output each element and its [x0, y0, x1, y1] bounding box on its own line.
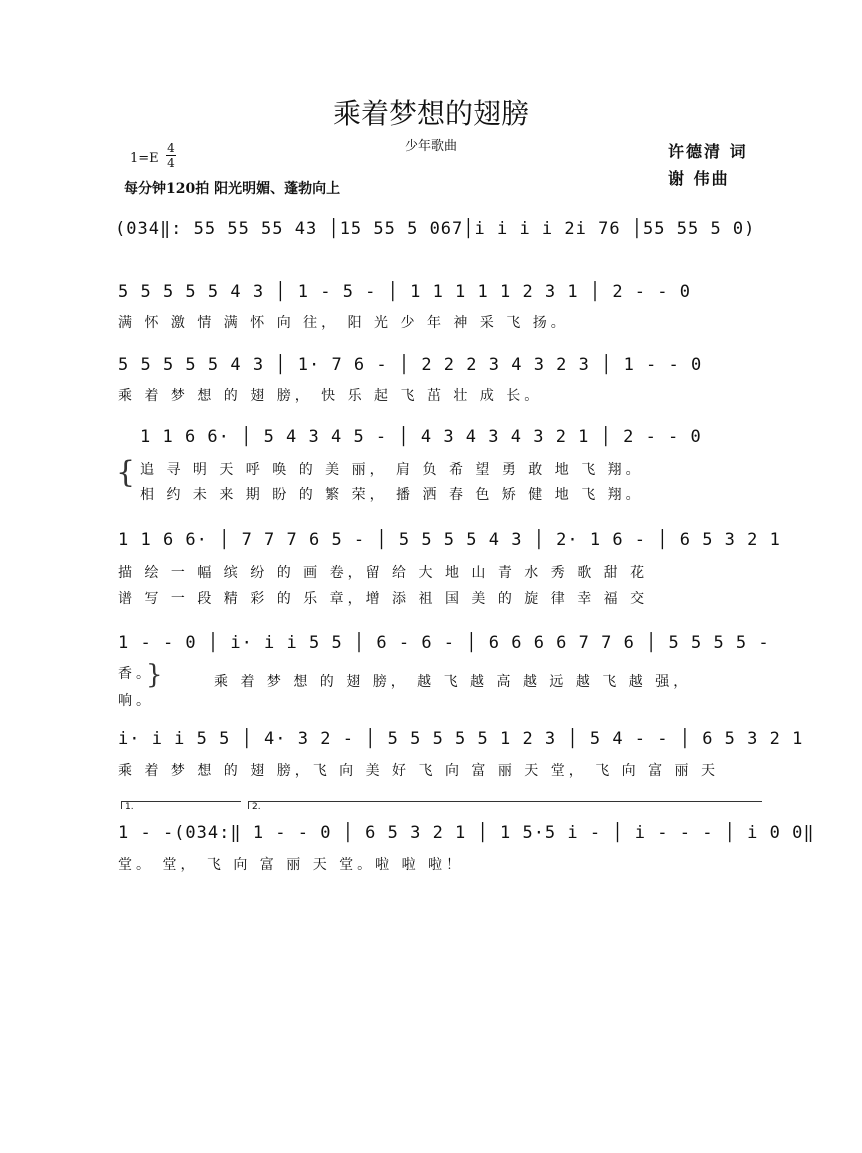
lyricist-credit: 许德清 词 [668, 142, 748, 161]
lyrics-line-6-chorus: 乘 着 梦 想 的 翅 膀， 越 飞 越 高 越 远 越 飞 越 强， [214, 674, 692, 690]
lyrics-line-8: 堂。 堂， 飞 向 富 丽 天 堂。啦 啦 啦！ [118, 857, 465, 873]
notation-line-1: (034‖: 55 55 55 43 │15 55 5 067│i i i i 2i 76 │55 55 5 0) [115, 219, 756, 239]
second-ending-bracket [248, 801, 762, 812]
first-ending-number: 1. [125, 802, 134, 812]
lyrics-line-5-verse-1: 描 绘 一 幅 缤 纷 的 画 卷，留 给 大 地 山 青 水 秀 歌 甜 花 [118, 565, 649, 581]
lyrics-line-5-verse-2: 谱 写 一 段 精 彩 的 乐 章，增 添 祖 国 美 的 旋 律 幸 福 交 [118, 591, 649, 607]
lyrics-line-2: 满 怀 激 情 满 怀 向 往， 阳 光 少 年 神 采 飞 扬。 [118, 315, 569, 331]
notation-line-8: 1 - -(034:‖ 1 - - 0 │ 6 5 3 2 1 │ 1 5·5 i - │ i - - - │ i 0 0‖ [118, 823, 815, 843]
tempo-marking: 每分钟120拍 阳光明媚、蓬勃向上 [124, 181, 341, 197]
notation-line-2: 5 5 5 5 5 4 3 │ 1 - 5 - │ 1 1 1 1 1 2 3 1 │ 2 - - 0 [118, 282, 691, 302]
lyrics-line-6-verse-1-end: 香。 [118, 666, 154, 682]
song-title: 乘着梦想的翅膀 [332, 97, 529, 130]
notation-line-5: 1 1 6 6· │ 7 7 7 6 5 - │ 5 5 5 5 4 3 │ 2· 1 6 - │ 6 5 3 2 1 [118, 530, 781, 550]
notation-line-4: 1 1 6 6· │ 5 4 3 4 5 - │ 4 3 4 3 4 3 2 1 │ 2 - - 0 [140, 427, 702, 447]
meter-bottom: 4 [167, 156, 175, 170]
lyrics-line-3: 乘 着 梦 想 的 翅 膀， 快 乐 起 飞 茁 壮 成 长。 [118, 388, 543, 404]
lyrics-line-4-verse-2: 相 约 未 来 期 盼 的 繁 荣， 播 洒 春 色 矫 健 地 飞 翔。 [140, 487, 644, 503]
second-ending-number: 2. [252, 802, 261, 812]
key-signature: 1=E [130, 151, 159, 166]
notation-line-6: 1 - - 0 │ i· i i 5 5 │ 6 - 6 - │ 6 6 6 6 7 7 6 │ 5 5 5 5 - [118, 633, 770, 653]
time-signature [166, 142, 176, 169]
verse-end-brace: } [146, 660, 163, 690]
lyrics-line-4-verse-1: 追 寻 明 天 呼 唤 的 美 丽， 肩 负 希 望 勇 敢 地 飞 翔。 [140, 462, 644, 478]
notation-line-7: i· i i 5 5 │ 4· 3 2 - │ 5 5 5 5 5 1 2 3 │ 5 4 - - │ 6 5 3 2 1 [118, 729, 804, 749]
composer-credit: 谢 伟曲 [668, 169, 730, 188]
lyrics-line-7: 乘 着 梦 想 的 翅 膀，飞 向 美 好 飞 向 富 丽 天 堂， 飞 向 富 丽 天 [118, 763, 720, 779]
meter-top: 4 [167, 141, 175, 155]
lyrics-line-6-verse-2-end: 响。 [118, 693, 154, 709]
notation-line-3: 5 5 5 5 5 4 3 │ 1· 7 6 - │ 2 2 2 3 4 3 2 3 │ 1 - - 0 [118, 355, 703, 375]
song-subtitle: 少年歌曲 [404, 139, 457, 154]
first-ending-bracket [121, 801, 241, 812]
verse-brace: { [116, 455, 136, 490]
